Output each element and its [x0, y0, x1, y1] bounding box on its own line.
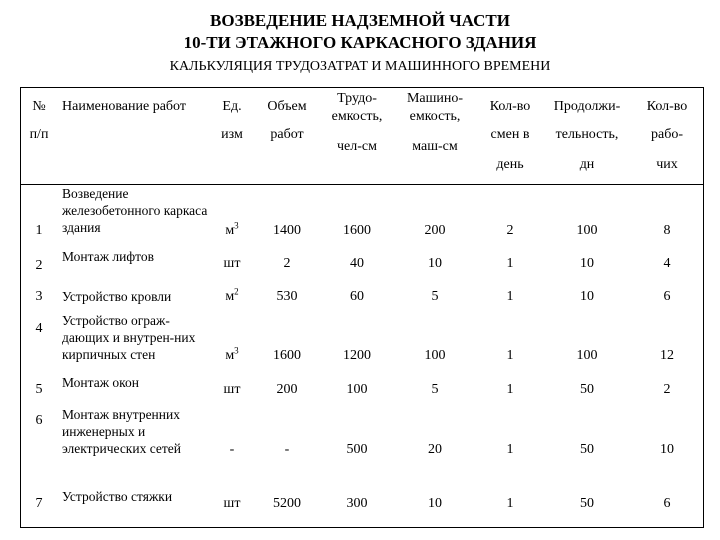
- document-title-line-1: ВОЗВЕДЕНИЕ НАДЗЕМНОЙ ЧАСТИ: [210, 11, 510, 30]
- row-5-name: Монтаж окон: [62, 375, 139, 390]
- table-left-border: [20, 87, 21, 528]
- row-3-duration: 10: [580, 289, 594, 304]
- row-6-num: 6: [35, 413, 43, 428]
- row-4-labor: 1200: [343, 348, 371, 363]
- row-5-shifts: 1: [506, 382, 514, 397]
- row-3-volume: 530: [276, 289, 298, 304]
- row-1-labor: 1600: [343, 223, 371, 238]
- header-num: №: [32, 99, 46, 114]
- row-7-duration: 50: [580, 496, 594, 511]
- row-1-machine: 200: [424, 223, 446, 238]
- row-6-volume: -: [284, 442, 290, 457]
- header-labor-2: емкость,: [331, 109, 383, 124]
- row-2-machine: 10: [428, 256, 442, 271]
- row-4-machine: 100: [424, 348, 446, 363]
- unit-superscript: 3: [234, 220, 239, 231]
- document-title-line-2: 10-ТИ ЭТАЖНОГО КАРКАСНОГО ЗДАНИЯ: [183, 33, 537, 52]
- row-2-unit: шт: [223, 256, 241, 271]
- row-7-unit: шт: [223, 496, 241, 511]
- row-3-num: 3: [35, 289, 43, 304]
- header-shifts-1: Кол-во: [489, 99, 531, 114]
- row-2-labor: 40: [350, 256, 364, 271]
- header-machine-3: маш-см: [412, 139, 458, 154]
- row-4-shifts: 1: [506, 348, 514, 363]
- row-2-volume: 2: [283, 256, 291, 271]
- header-name: Наименование работ: [62, 99, 186, 114]
- row-2-duration: 10: [580, 256, 594, 271]
- row-6-labor: 500: [346, 442, 368, 457]
- row-2-name: Монтаж лифтов: [62, 249, 154, 264]
- row-2-shifts: 1: [506, 256, 514, 271]
- row-6-shifts: 1: [506, 442, 514, 457]
- row-5-duration: 50: [580, 382, 594, 397]
- unit-superscript: 2: [234, 286, 239, 297]
- row-7-machine: 10: [428, 496, 442, 511]
- row-6-workers: 10: [660, 442, 674, 457]
- row-6-duration: 50: [580, 442, 594, 457]
- row-3-unit: $м^2$: [225, 286, 239, 304]
- header-unit-sub: изм: [221, 127, 243, 142]
- row-5-volume: 200: [276, 382, 298, 397]
- row-1-volume: 1400: [273, 223, 301, 238]
- row-7-num: 7: [35, 496, 43, 511]
- row-4-duration: 100: [576, 348, 598, 363]
- row-4-volume: 1600: [273, 348, 301, 363]
- row-7-labor: 300: [346, 496, 368, 511]
- header-unit: Ед.: [222, 99, 242, 114]
- row-1-num: 1: [35, 223, 43, 238]
- row-4-workers: 12: [660, 348, 674, 363]
- table-right-border: [703, 87, 704, 528]
- row-3-machine: 5: [431, 289, 439, 304]
- document-subtitle: КАЛЬКУЛЯЦИЯ ТРУДОЗАТРАТ И МАШИННОГО ВРЕМЕНИ: [169, 59, 551, 74]
- row-1-duration: 100: [576, 223, 598, 238]
- header-labor-1: Трудо-: [337, 91, 377, 106]
- row-6-machine: 20: [428, 442, 442, 457]
- row-4-num: 4: [35, 321, 43, 336]
- unit-superscript: 3: [234, 345, 239, 356]
- header-volume-sub: работ: [270, 127, 304, 142]
- header-num-sub: п/п: [29, 127, 49, 142]
- row-7-name: Устройство стяжки: [62, 489, 173, 504]
- row-6-name: Монтаж внутренних инженерных и электрических сетей: [62, 407, 181, 456]
- row-6-unit: -: [229, 442, 235, 457]
- row-3-workers: 6: [663, 289, 671, 304]
- row-1-name: Возведение железобетонного каркаса здания: [62, 186, 208, 235]
- row-2-workers: 4: [663, 256, 671, 271]
- header-labor-3: чел-см: [337, 139, 377, 154]
- row-4-unit: $м^3$: [225, 345, 239, 363]
- row-5-unit: шт: [223, 382, 241, 397]
- row-3-shifts: 1: [506, 289, 514, 304]
- header-duration-2: тельность,: [555, 127, 619, 142]
- header-shifts-2: смен в: [490, 127, 530, 142]
- table-top-border: [20, 87, 703, 88]
- row-5-machine: 5: [431, 382, 439, 397]
- header-machine-1: Машино-: [406, 91, 464, 106]
- row-7-workers: 6: [663, 496, 671, 511]
- row-7-volume: 5200: [273, 496, 301, 511]
- row-5-labor: 100: [346, 382, 368, 397]
- table-bottom-border: [20, 527, 703, 528]
- row-7-shifts: 1: [506, 496, 514, 511]
- row-3-name: Устройство кровли: [62, 289, 172, 304]
- row-1-workers: 8: [663, 223, 671, 238]
- header-duration-3: дн: [579, 157, 595, 172]
- row-5-num: 5: [35, 382, 43, 397]
- header-duration-1: Продолжи-: [553, 99, 621, 114]
- row-5-workers: 2: [663, 382, 671, 397]
- row-1-shifts: 2: [506, 223, 514, 238]
- header-workers-3: чих: [656, 157, 678, 172]
- header-shifts-3: день: [496, 157, 524, 172]
- row-1-unit: $м^3$: [225, 220, 239, 238]
- row-4-name: Устройство ограж-дающих и внутрен-них кирпичных стен: [62, 313, 196, 362]
- header-workers-1: Кол-во: [646, 99, 688, 114]
- header-volume: Объем: [267, 99, 307, 114]
- row-3-labor: 60: [350, 289, 364, 304]
- header-workers-2: рабо-: [651, 127, 683, 142]
- row-2-num: 2: [35, 258, 43, 273]
- header-machine-2: емкость,: [409, 109, 461, 124]
